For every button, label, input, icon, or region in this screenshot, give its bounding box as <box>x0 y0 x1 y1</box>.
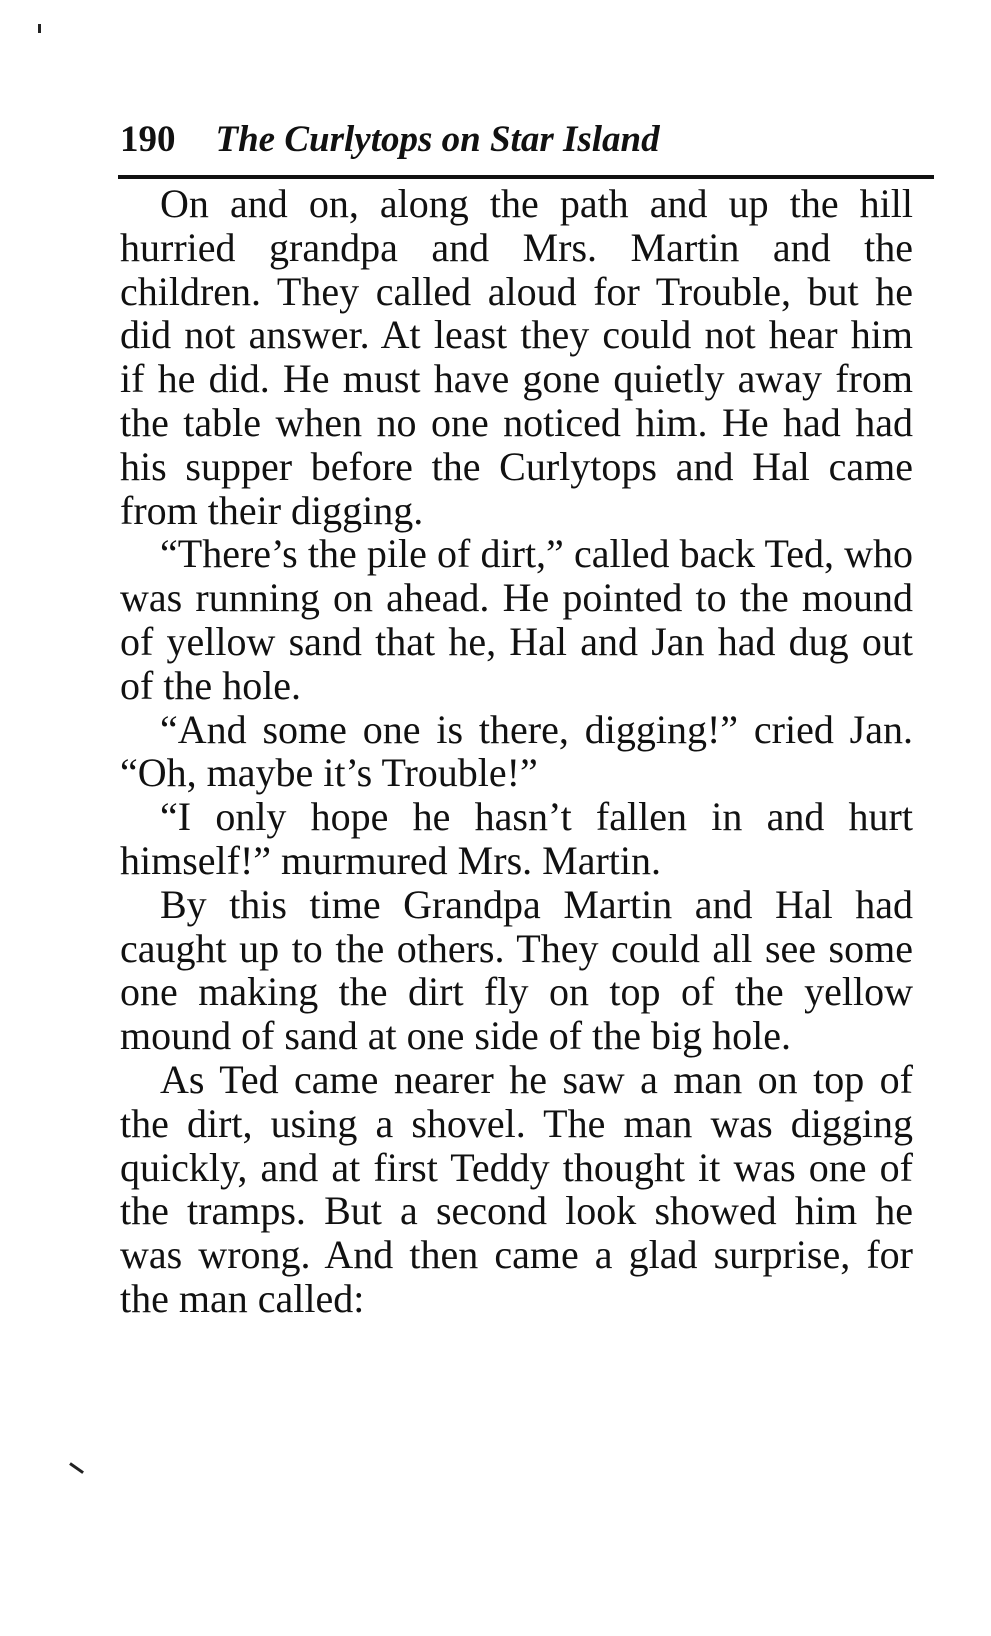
book-title: The Curlytops on Star Island <box>215 119 660 160</box>
paragraph: On and on, along the path and up the hill hurried grandpa and Mrs. Martin and the children. They called aloud for Trouble, but he did not answer. At least they could not hear him if he did. He must have gone quietly away from the table when no one noticed him. He had had his supper before the Curlytops and Hal came from their digging. <box>120 181 913 533</box>
page-body <box>120 182 913 1321</box>
paragraph: As Ted came nearer he saw a man on top of the dirt, using a shovel. The man was digging quickly, and at first Teddy thought it was one of the tramps. But a second look showed him he was wrong. And then came a glad surprise, for the man called: <box>120 1056 913 1321</box>
header-rule <box>118 175 934 179</box>
scan-speck <box>38 24 41 33</box>
paragraph: “There’s the pile of dirt,” called back Ted, who was running on ahead. He pointed to the mound of yellow sand that he, Hal and Jan had dug out of the hole. <box>120 531 913 708</box>
paragraph: “And some one is there, digging!” cried Jan. “Oh, maybe it’s Trouble!” <box>120 706 913 796</box>
paragraph: “I only hope he hasn’t fallen in and hurt himself!” murmured Mrs. Martin. <box>120 794 913 883</box>
page-number: 190 <box>120 119 176 160</box>
paragraph: By this time Grandpa Martin and Hal had caught up to the others. They could all see some one making the dirt fly on top of the yellow mound of sand at one side of the big hole. <box>120 881 913 1059</box>
scan-speck <box>69 1462 84 1474</box>
running-head <box>120 114 940 166</box>
